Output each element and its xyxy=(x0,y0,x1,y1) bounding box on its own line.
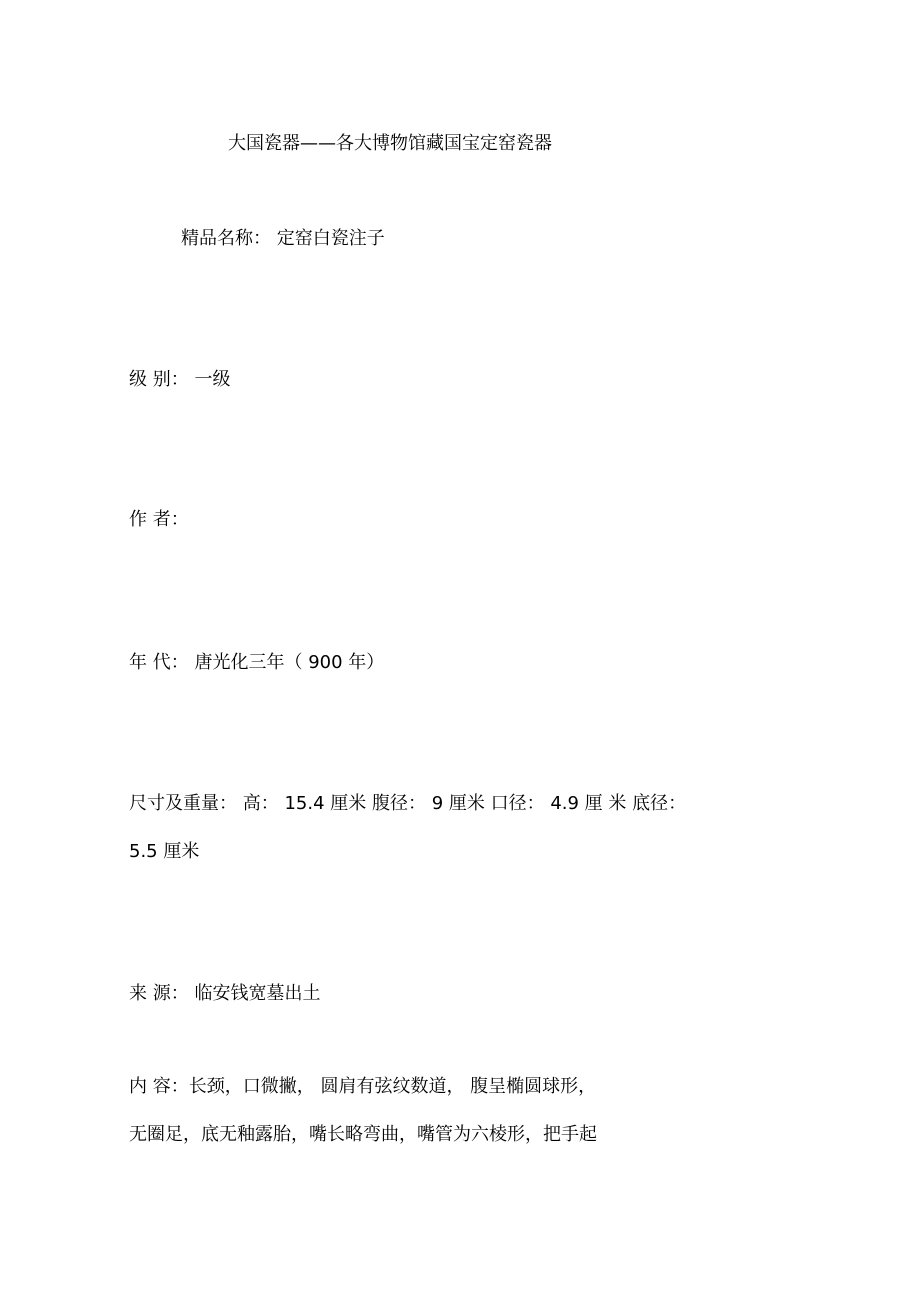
level-label: 级 别： xyxy=(129,369,189,390)
size-row xyxy=(129,792,686,816)
author-row xyxy=(129,508,189,532)
content-value-line2: 无圈足，底无釉露胎，嘴长略弯曲，嘴管为六棱形，把手起 xyxy=(129,1124,597,1145)
source-row xyxy=(129,982,320,1006)
content-row-continued xyxy=(129,1123,597,1147)
content-value-line1: 长颈，口微撇， 圆肩有弦纹数道， 腹呈椭圆球形， xyxy=(188,1076,597,1097)
author-label: 作 者： xyxy=(129,509,189,530)
era-value: 唐光化三年（ 900 年） xyxy=(194,652,385,673)
item-name-row xyxy=(181,227,385,251)
size-value-line1: 高： 15.4 厘米 腹径： 9 厘米 口径： 4.9 厘 米 底径： xyxy=(242,793,687,814)
content-row xyxy=(129,1075,596,1099)
source-label: 来 源： xyxy=(129,983,189,1004)
size-label: 尺寸及重量： xyxy=(129,793,237,814)
document-title: 大国瓷器——各大博物馆藏国宝定窑瓷器 xyxy=(228,133,552,154)
level-value: 一级 xyxy=(194,369,231,390)
item-name-label: 精品名称： xyxy=(181,228,271,249)
era-label: 年 代： xyxy=(129,652,189,673)
content-label: 内 容： xyxy=(129,1076,189,1097)
item-name-value: 定窑白瓷注子 xyxy=(276,228,385,249)
size-value-line2: 5.5 厘米 xyxy=(129,841,200,862)
source-value: 临安钱宽墓出土 xyxy=(194,983,321,1004)
size-row-continued xyxy=(129,840,199,864)
level-row xyxy=(129,368,230,392)
era-row xyxy=(129,651,384,675)
